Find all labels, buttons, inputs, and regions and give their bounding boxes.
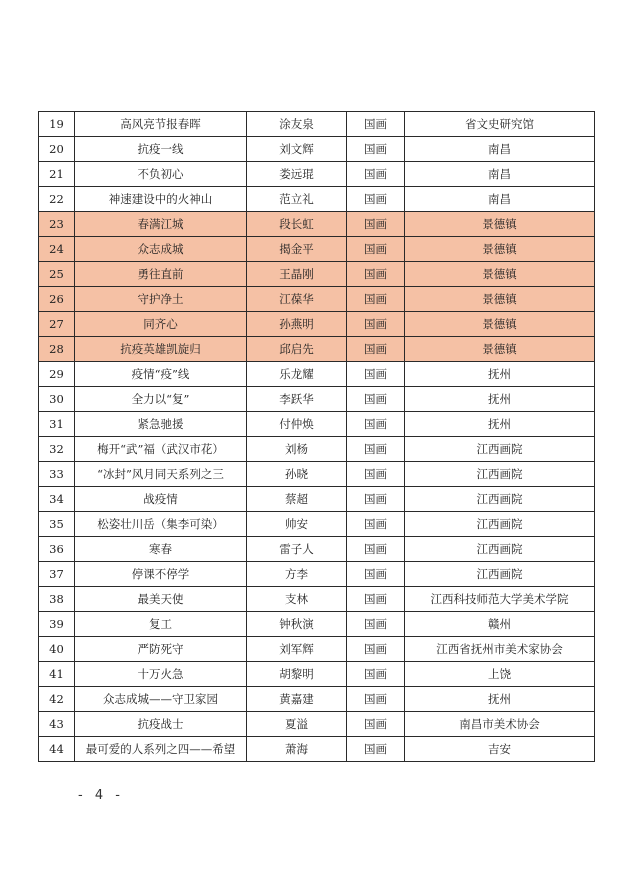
table-row — [39, 387, 595, 412]
category-cell: 国画 — [347, 737, 405, 762]
author-cell: 胡黎明 — [247, 662, 347, 687]
unit-cell: 南昌 — [405, 162, 595, 187]
author-cell: 夏溢 — [247, 712, 347, 737]
author-cell: 王晶刚 — [247, 262, 347, 287]
unit-cell: 景德镇 — [405, 287, 595, 312]
artwork-title-cell: 复工 — [75, 612, 247, 637]
row-number-cell: 40 — [39, 637, 75, 662]
unit-cell: 抚州 — [405, 362, 595, 387]
artwork-title-cell: 全力以“复” — [75, 387, 247, 412]
author-cell: 孙燕明 — [247, 312, 347, 337]
artwork-title-cell: 梅开“武”福（武汉市花） — [75, 437, 247, 462]
row-number-cell: 29 — [39, 362, 75, 387]
unit-cell: 抚州 — [405, 387, 595, 412]
row-number-cell: 36 — [39, 537, 75, 562]
unit-cell: 抚州 — [405, 687, 595, 712]
row-number-cell: 26 — [39, 287, 75, 312]
unit-cell: 江西画院 — [405, 462, 595, 487]
artwork-title-cell: 抗疫战士 — [75, 712, 247, 737]
author-cell: 段长虹 — [247, 212, 347, 237]
table-row — [39, 212, 595, 237]
row-number-cell: 21 — [39, 162, 75, 187]
unit-cell: 抚州 — [405, 412, 595, 437]
unit-cell: 赣州 — [405, 612, 595, 637]
artwork-title-cell: 勇往直前 — [75, 262, 247, 287]
table-body — [39, 112, 595, 762]
unit-cell: 江西省抚州市美术家协会 — [405, 637, 595, 662]
category-cell: 国画 — [347, 137, 405, 162]
unit-cell: 景德镇 — [405, 337, 595, 362]
artwork-title-cell: 战疫情 — [75, 487, 247, 512]
table-row — [39, 262, 595, 287]
unit-cell: 江西画院 — [405, 437, 595, 462]
row-number-cell: 23 — [39, 212, 75, 237]
author-cell: 萧海 — [247, 737, 347, 762]
author-cell: 刘文辉 — [247, 137, 347, 162]
category-cell: 国画 — [347, 512, 405, 537]
table-row — [39, 662, 595, 687]
author-cell: 范立礼 — [247, 187, 347, 212]
table-row — [39, 637, 595, 662]
author-cell: 帅安 — [247, 512, 347, 537]
artwork-title-cell: 停课不停学 — [75, 562, 247, 587]
row-number-cell: 37 — [39, 562, 75, 587]
category-cell: 国画 — [347, 187, 405, 212]
row-number-cell: 30 — [39, 387, 75, 412]
unit-cell: 南昌市美术协会 — [405, 712, 595, 737]
table-row — [39, 612, 595, 637]
artwork-title-cell: 十万火急 — [75, 662, 247, 687]
row-number-cell: 39 — [39, 612, 75, 637]
row-number-cell: 41 — [39, 662, 75, 687]
unit-cell: 南昌 — [405, 187, 595, 212]
table-row — [39, 587, 595, 612]
unit-cell: 景德镇 — [405, 212, 595, 237]
table-row — [39, 412, 595, 437]
row-number-cell: 27 — [39, 312, 75, 337]
row-number-cell: 38 — [39, 587, 75, 612]
category-cell: 国画 — [347, 337, 405, 362]
category-cell: 国画 — [347, 437, 405, 462]
author-cell: 揭金平 — [247, 237, 347, 262]
table-row — [39, 487, 595, 512]
category-cell: 国画 — [347, 612, 405, 637]
unit-cell: 江西画院 — [405, 562, 595, 587]
row-number-cell: 43 — [39, 712, 75, 737]
unit-cell: 景德镇 — [405, 312, 595, 337]
row-number-cell: 35 — [39, 512, 75, 537]
table-row — [39, 162, 595, 187]
artwork-title-cell: 春满江城 — [75, 212, 247, 237]
artwork-title-cell: “冰封”风月同天系列之三 — [75, 462, 247, 487]
artwork-title-cell: 最可爱的人系列之四——希望 — [75, 737, 247, 762]
category-cell: 国画 — [347, 312, 405, 337]
unit-cell: 江西科技师范大学美术学院 — [405, 587, 595, 612]
unit-cell: 吉安 — [405, 737, 595, 762]
table-row — [39, 512, 595, 537]
table-row — [39, 337, 595, 362]
table-row — [39, 112, 595, 137]
artwork-title-cell: 紧急驰援 — [75, 412, 247, 437]
artwork-title-cell: 寒春 — [75, 537, 247, 562]
row-number-cell: 42 — [39, 687, 75, 712]
unit-cell: 江西画院 — [405, 537, 595, 562]
category-cell: 国画 — [347, 412, 405, 437]
author-cell: 刘军辉 — [247, 637, 347, 662]
artwork-title-cell: 众志成城——守卫家园 — [75, 687, 247, 712]
category-cell: 国画 — [347, 587, 405, 612]
table-row — [39, 687, 595, 712]
row-number-cell: 24 — [39, 237, 75, 262]
unit-cell: 南昌 — [405, 137, 595, 162]
author-cell: 孙晓 — [247, 462, 347, 487]
row-number-cell: 22 — [39, 187, 75, 212]
row-number-cell: 25 — [39, 262, 75, 287]
row-number-cell: 44 — [39, 737, 75, 762]
table-row — [39, 287, 595, 312]
row-number-cell: 34 — [39, 487, 75, 512]
artwork-title-cell: 松姿壮川岳（集李可染） — [75, 512, 247, 537]
artwork-title-cell: 疫情“疫”线 — [75, 362, 247, 387]
table-row — [39, 737, 595, 762]
table-row — [39, 712, 595, 737]
unit-cell: 景德镇 — [405, 262, 595, 287]
author-cell: 娄远琨 — [247, 162, 347, 187]
artwork-title-cell: 守护净土 — [75, 287, 247, 312]
table-row — [39, 312, 595, 337]
artwork-title-cell: 抗疫英雄凯旋归 — [75, 337, 247, 362]
unit-cell: 江西画院 — [405, 487, 595, 512]
author-cell: 刘杨 — [247, 437, 347, 462]
author-cell: 黄嘉建 — [247, 687, 347, 712]
artwork-title-cell: 高风亮节报春晖 — [75, 112, 247, 137]
author-cell: 雷子人 — [247, 537, 347, 562]
author-cell: 钟秋演 — [247, 612, 347, 637]
table-row — [39, 237, 595, 262]
author-cell: 方李 — [247, 562, 347, 587]
category-cell: 国画 — [347, 387, 405, 412]
author-cell: 支林 — [247, 587, 347, 612]
category-cell: 国画 — [347, 662, 405, 687]
category-cell: 国画 — [347, 287, 405, 312]
category-cell: 国画 — [347, 362, 405, 387]
author-cell: 蔡超 — [247, 487, 347, 512]
author-cell: 乐龙耀 — [247, 362, 347, 387]
row-number-cell: 31 — [39, 412, 75, 437]
row-number-cell: 20 — [39, 137, 75, 162]
table-row — [39, 537, 595, 562]
artwork-title-cell: 同齐心 — [75, 312, 247, 337]
unit-cell: 景德镇 — [405, 237, 595, 262]
category-cell: 国画 — [347, 162, 405, 187]
table-row — [39, 362, 595, 387]
artwork-title-cell: 众志成城 — [75, 237, 247, 262]
category-cell: 国画 — [347, 537, 405, 562]
row-number-cell: 28 — [39, 337, 75, 362]
category-cell: 国画 — [347, 687, 405, 712]
artwork-title-cell: 最美天使 — [75, 587, 247, 612]
table-row — [39, 187, 595, 212]
artwork-title-cell: 抗疫一线 — [75, 137, 247, 162]
artwork-title-cell: 严防死守 — [75, 637, 247, 662]
table-row — [39, 137, 595, 162]
category-cell: 国画 — [347, 262, 405, 287]
category-cell: 国画 — [347, 462, 405, 487]
page-number: - 4 - — [78, 788, 124, 803]
category-cell: 国画 — [347, 487, 405, 512]
table-row — [39, 462, 595, 487]
row-number-cell: 32 — [39, 437, 75, 462]
artwork-list-table — [38, 111, 595, 762]
category-cell: 国画 — [347, 212, 405, 237]
artwork-title-cell: 不负初心 — [75, 162, 247, 187]
author-cell: 涂友泉 — [247, 112, 347, 137]
category-cell: 国画 — [347, 562, 405, 587]
author-cell: 付仲焕 — [247, 412, 347, 437]
author-cell: 江葆华 — [247, 287, 347, 312]
table-row — [39, 437, 595, 462]
unit-cell: 江西画院 — [405, 512, 595, 537]
unit-cell: 省文史研究馆 — [405, 112, 595, 137]
category-cell: 国画 — [347, 237, 405, 262]
category-cell: 国画 — [347, 712, 405, 737]
category-cell: 国画 — [347, 637, 405, 662]
unit-cell: 上饶 — [405, 662, 595, 687]
category-cell: 国画 — [347, 112, 405, 137]
author-cell: 邱启先 — [247, 337, 347, 362]
table-row — [39, 562, 595, 587]
row-number-cell: 19 — [39, 112, 75, 137]
row-number-cell: 33 — [39, 462, 75, 487]
artwork-title-cell: 神速建设中的火神山 — [75, 187, 247, 212]
author-cell: 李跃华 — [247, 387, 347, 412]
